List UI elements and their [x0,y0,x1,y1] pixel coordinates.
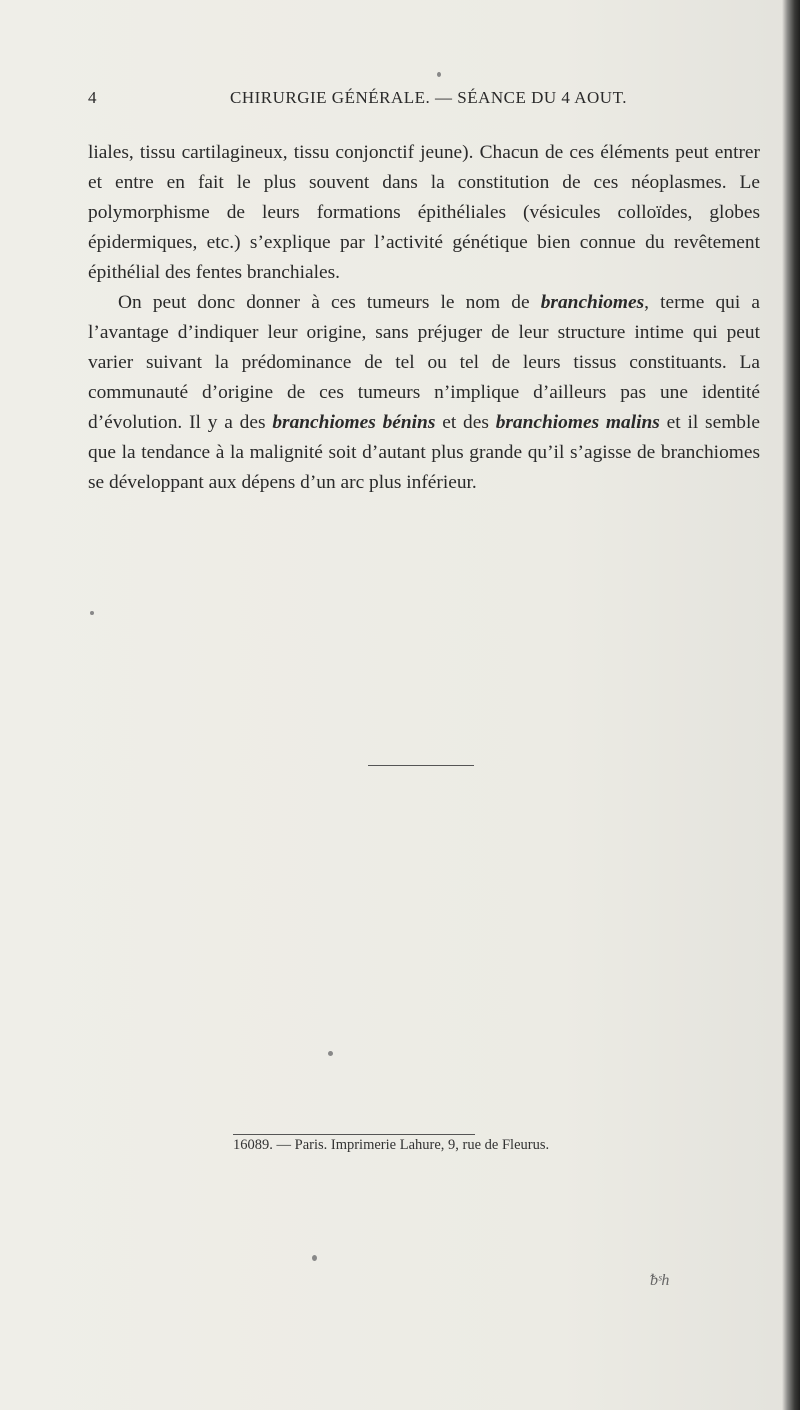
scan-edge-shadow [782,0,800,1410]
paragraph-2-text-a: On peut donc donner à ces tumeurs le nom de [118,292,541,313]
ink-speck [90,611,94,615]
paragraph-2-text-c: et des [435,412,496,433]
running-title: CHIRURGIE GÉNÉRALE. — SÉANCE DU 4 AOUT. [230,88,627,107]
paragraph-2-text-b: , terme qui a l’avantage d’indiquer leur origine, sans préjuger de leur structure intime qui peut varier suivant la prédominance de tel ou tel de leurs tissus constituants. La communauté d’origine de ces tumeurs n’implique d’ailleurs pas une identité d’évolution. Il y a des [88,292,760,433]
body-text [88,138,760,498]
printer-imprint: 16089. — Paris. Imprimerie Lahure, 9, rue de Fleurus. [233,1137,550,1153]
ink-speck [328,1051,333,1056]
paragraph-1: liales, tissu cartilagineux, tissu conjonctif jeune). Chacun de ces éléments peut entrer et entre en fait le plus souvent dans la constitution de ces néoplasmes. Le polymorphisme de leurs formations épithéliales (vésicules colloïdes, globes épidermiques, etc.) s’explique par l’activité génétique bien connue du revêtement épithélial des fentes branchiales. [88,142,760,283]
ink-speck [437,72,441,77]
paragraph-2-text-d: et il semble que la tendance à la malignité soit d’autant plus grande qu’il s’agisse de branchiomes se développant aux dépens d’un arc plus inférieur. [88,412,760,493]
paragraph-2 [88,288,760,498]
term-branchiomes-malins: branchiomes malins [495,412,660,433]
term-branchiomes-benins: branchiomes bénins [272,412,436,433]
ink-speck [312,1255,317,1261]
running-header [88,88,738,116]
page-number: 4 [88,88,97,107]
imprint-rule [233,1134,475,1135]
section-end-rule [368,765,474,766]
term-branchiomes: branchiomes [540,292,645,313]
handwritten-mark: ᵬˢh [650,1272,670,1289]
